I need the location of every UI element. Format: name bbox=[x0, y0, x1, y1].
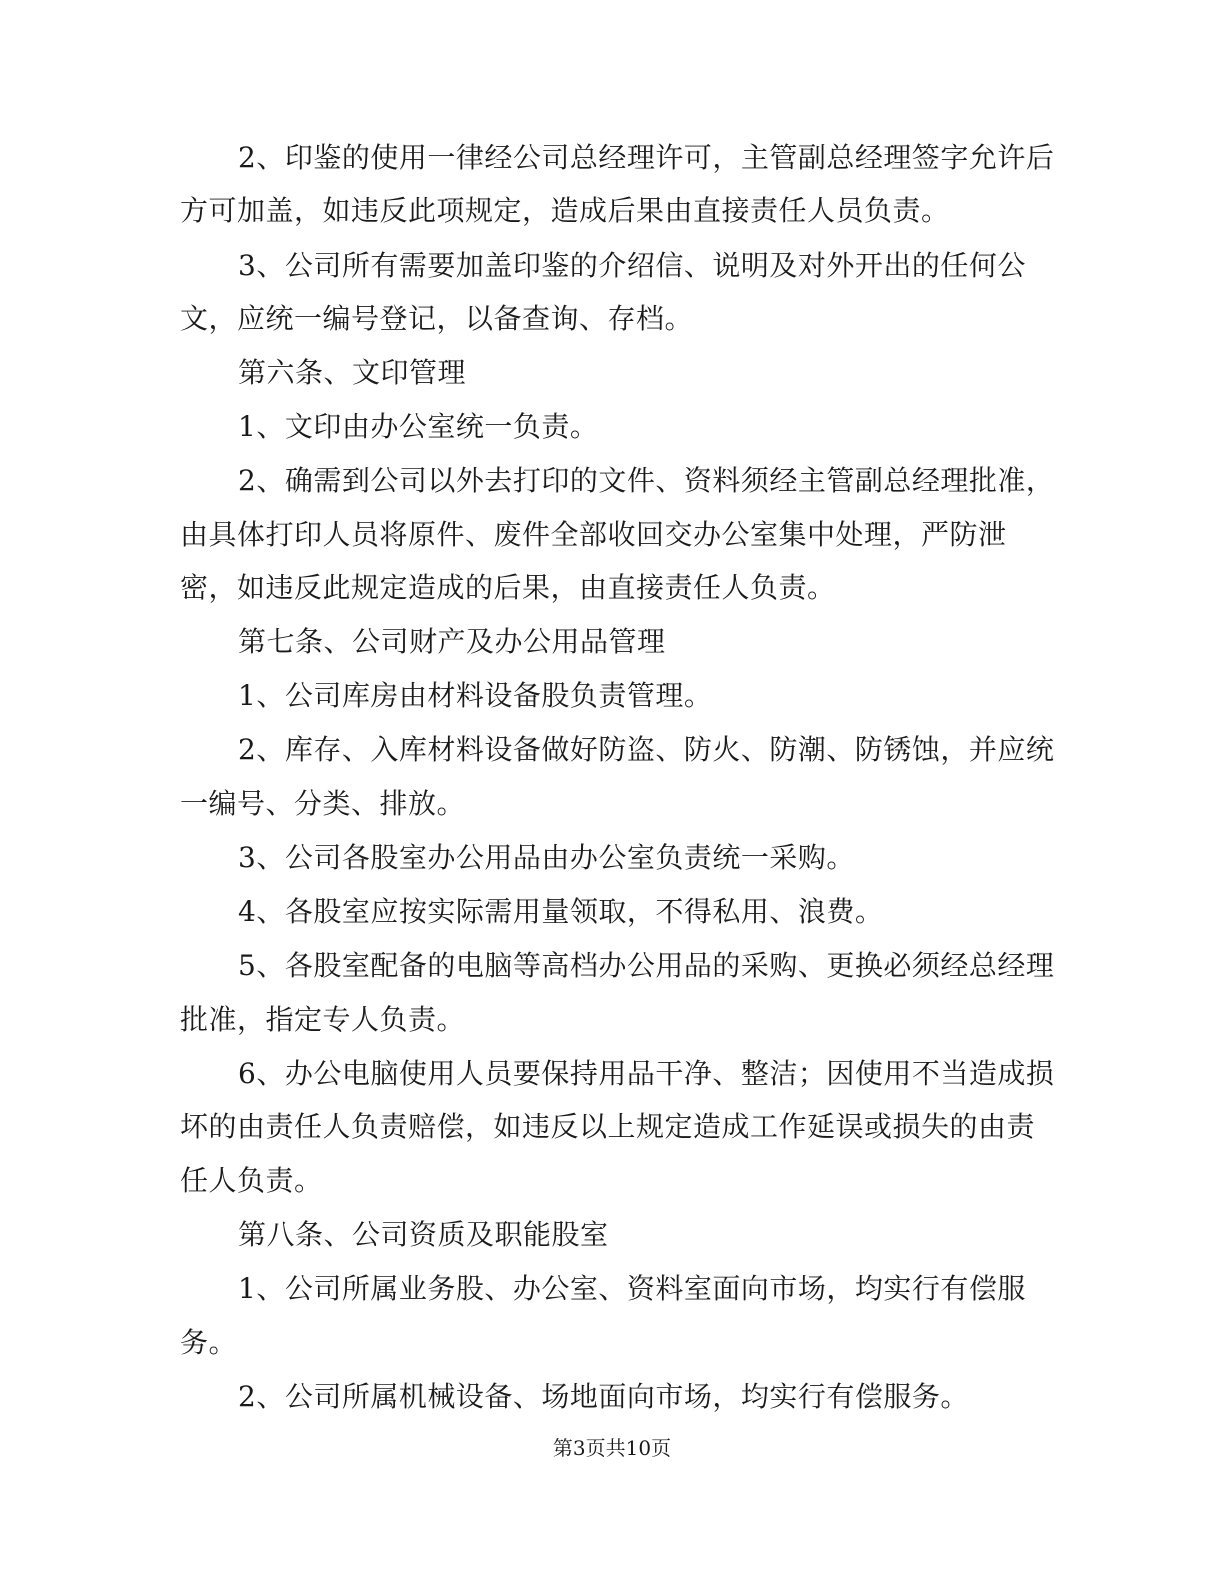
text-line: 3、公司各股室办公用品由办公室负责统一采购。 bbox=[238, 841, 855, 874]
section-heading: 第六条、文印管理 bbox=[238, 356, 467, 389]
text-line: 6、办公电脑使用人员要保持用品干净、整洁；因使用不当造成损 bbox=[238, 1057, 1055, 1090]
text-line: 5、各股室配备的电脑等高档办公用品的采购、更换必须经总经理 bbox=[238, 949, 1055, 982]
text-line: 任人负责。 bbox=[180, 1164, 323, 1197]
text-line: 4、各股室应按实际需用量领取，不得私用、浪费。 bbox=[238, 895, 884, 928]
text-line: 2、印鉴的使用一律经公司总经理许可，主管副总经理签字允许后 bbox=[238, 141, 1055, 174]
text-line: 批准，指定专人负责。 bbox=[180, 1003, 466, 1036]
text-line: 由具体打印人员将原件、废件全部收回交办公室集中处理，严防泄 bbox=[180, 518, 1007, 551]
text-line: 1、公司所属业务股、办公室、资料室面向市场，均实行有偿服 bbox=[238, 1272, 1026, 1305]
section-heading: 第七条、公司财产及办公用品管理 bbox=[238, 625, 666, 658]
text-line: 方可加盖，如违反此项规定，造成后果由直接责任人员负责。 bbox=[180, 194, 950, 227]
text-line: 坏的由责任人负责赔偿，如违反以上规定造成工作延误或损失的由责 bbox=[180, 1110, 1036, 1143]
text-line: 2、公司所属机械设备、场地面向市场，均实行有偿服务。 bbox=[238, 1380, 969, 1413]
text-line: 一编号、分类、排放。 bbox=[180, 787, 466, 820]
section-heading: 第八条、公司资质及职能股室 bbox=[238, 1218, 609, 1251]
text-line: 文，应统一编号登记，以备查询、存档。 bbox=[180, 302, 694, 335]
text-line: 2、库存、入库材料设备做好防盗、防火、防潮、防锈蚀，并应统 bbox=[238, 733, 1055, 766]
page-number: 第3页共10页 bbox=[552, 1436, 672, 1460]
text-line: 2、确需到公司以外去打印的文件、资料须经主管副总经理批准， bbox=[238, 464, 1055, 497]
text-line: 1、文印由办公室统一负责。 bbox=[238, 410, 599, 443]
text-line: 1、公司库房由材料设备股负责管理。 bbox=[238, 679, 713, 712]
text-line: 密，如违反此规定造成的后果，由直接责任人负责。 bbox=[180, 571, 836, 604]
text-line: 务。 bbox=[180, 1326, 238, 1359]
text-line: 3、公司所有需要加盖印鉴的介绍信、说明及对外开出的任何公 bbox=[238, 249, 1026, 282]
